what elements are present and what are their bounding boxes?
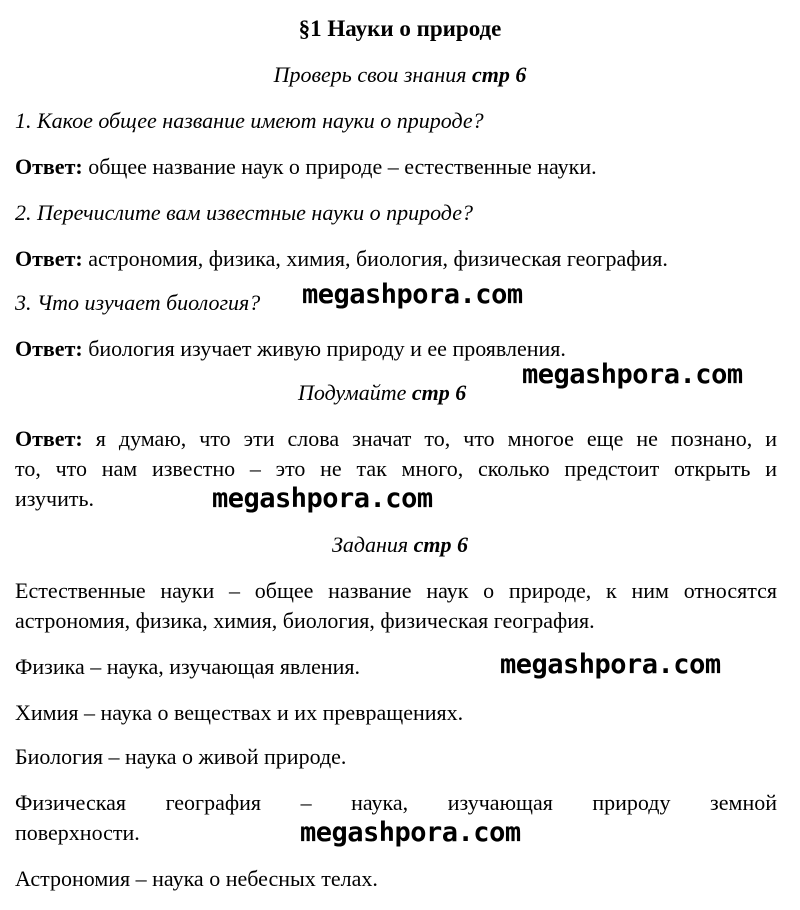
answer-2-text: астрономия, физика, химия, биология, физическая география. [88, 246, 668, 271]
think-answer-line-3: изучить. [15, 486, 94, 511]
watermark: megashpora.com [500, 649, 721, 680]
tasks-intro-line-2: астрономия, физика, химия, биология, физическая география. [15, 608, 595, 633]
answer-1 [15, 152, 597, 182]
watermark: megashpora.com [300, 817, 521, 848]
geography-definition-line-2: поверхности. [15, 820, 140, 845]
think-answer-text-1: я думаю, что эти слова значат то, что многое еще не познано, и [95, 426, 778, 451]
astronomy-definition: Астрономия – наука о небесных телах. [15, 866, 378, 891]
answer-label: Ответ: [15, 246, 83, 271]
section-tasks-page: стр 6 [413, 532, 469, 557]
section-tasks-label: Задания [331, 532, 409, 557]
think-answer-line-2: то, что нам известно – это не так много, сколько предстоит открыть и [15, 456, 777, 481]
answer-1-text: общее название наук о природе – естественные науки. [88, 154, 597, 179]
watermark: megashpora.com [522, 359, 743, 390]
question-3: 3. Что изучает биология? [15, 290, 261, 315]
section-think-label: Подумайте [298, 380, 407, 405]
answer-3 [15, 334, 566, 364]
answer-label: Ответ: [15, 154, 83, 179]
answer-label: Ответ: [15, 426, 83, 451]
watermark: megashpora.com [212, 483, 433, 514]
physics-definition: Физика – наука, изучающая явления. [15, 654, 360, 679]
chemistry-definition: Химия – наука о веществах и их превращениях. [15, 700, 464, 725]
geography-definition-line-1: Физическая география – наука, изучающая природу земной [15, 790, 777, 815]
section-check-heading [0, 60, 800, 90]
tasks-intro-line-1: Естественные науки – общее название наук о природе, к ним относятся [15, 578, 777, 603]
watermark: megashpora.com [302, 279, 523, 310]
section-check-page: стр 6 [472, 62, 527, 87]
section-think-page: стр 6 [411, 380, 467, 405]
answer-2 [15, 244, 668, 274]
section-think-heading [298, 378, 466, 408]
question-1: 1. Какое общее название имеют науки о природе? [15, 108, 484, 133]
section-check-label: Проверь свои знания [273, 62, 467, 87]
answer-label: Ответ: [15, 336, 83, 361]
page-title: §1 Науки о природе [298, 16, 502, 41]
biology-definition: Биология – наука о живой природе. [15, 744, 347, 769]
question-2: 2. Перечислите вам известные науки о природе? [15, 200, 473, 225]
think-answer-line-1 [15, 424, 777, 454]
answer-3-text: биология изучает живую природу и ее проявления. [88, 336, 566, 361]
section-tasks-heading [0, 530, 800, 560]
